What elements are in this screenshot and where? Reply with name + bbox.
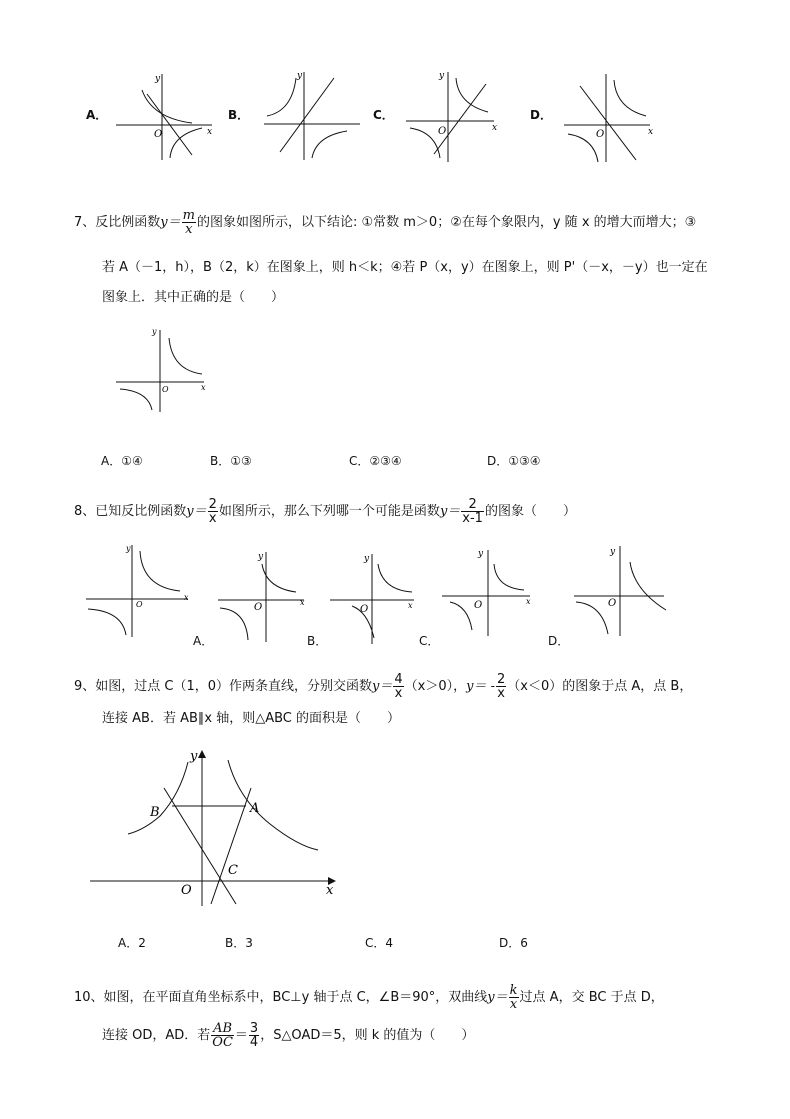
- q7-fraction: [182, 209, 196, 236]
- q8-f1-den: x: [208, 511, 217, 526]
- q10-ratio-fraction: [211, 1022, 234, 1049]
- y-axis-label: y: [190, 749, 198, 764]
- origin-label: O: [608, 598, 617, 609]
- y-axis-label: y: [478, 549, 484, 559]
- origin-label: O: [360, 604, 369, 615]
- y-axis-label: y: [155, 74, 161, 84]
- q7-line2: 若 A（－1，h），B（2，k）在图象上，则 h＜k；④若 P（x，y）在图象上，则 P'（－x，－y）也一定在: [102, 260, 708, 275]
- q9-fraction-2: [496, 673, 506, 700]
- x-axis-label: x: [492, 123, 498, 133]
- q10-f-den: x: [509, 997, 518, 1012]
- q8-prefix: 8、已知反比例函数: [74, 504, 187, 519]
- q9-f2-den: x: [497, 686, 505, 701]
- q8-reference-graph: [84, 543, 194, 638]
- q8-f1-num: 2: [208, 497, 217, 512]
- q10-line1: [74, 984, 664, 1011]
- origin-label: O: [136, 600, 143, 609]
- q7-y-eq: y＝: [160, 215, 181, 230]
- q10-area: ，S△OAD＝5，则 k 的值为（ ）: [260, 1028, 475, 1043]
- q9-option-d[interactable]: D．6: [499, 936, 528, 950]
- q10-ratio-value-fraction: [249, 1022, 259, 1049]
- y-axis-label: y: [610, 547, 616, 557]
- q8-y2: y＝: [439, 504, 461, 519]
- q9-fraction-1: [393, 673, 403, 700]
- q10-line2-a: 连接 OD，AD．若: [102, 1028, 211, 1043]
- q8-option-d-label[interactable]: D．: [548, 634, 570, 648]
- q8-graph-c: [328, 552, 420, 647]
- x-axis-label: x: [300, 598, 305, 607]
- q6-graph-c: [404, 66, 504, 166]
- x-axis-label: x: [648, 127, 654, 137]
- origin-label: O: [181, 883, 192, 898]
- q8-graph-b: [216, 550, 308, 645]
- q8-option-a-label[interactable]: A．: [193, 634, 214, 648]
- q10-prefix: 10、如图，在平面直角坐标系中，BC⊥y 轴于点 C，∠B＝90°，双曲线: [74, 990, 488, 1005]
- origin-label: O: [154, 129, 163, 140]
- q6-graph-b: [262, 66, 367, 166]
- q7-line3: 图象上．其中正确的是（ ）: [102, 290, 285, 305]
- q9-option-a[interactable]: A．2: [118, 936, 146, 950]
- q9-line2: 连接 AB．若 AB∥x 轴，则△ABC 的面积是（ ）: [102, 711, 401, 726]
- q9-option-c[interactable]: C．4: [365, 936, 394, 950]
- origin-label: O: [596, 129, 605, 140]
- q7-option-a[interactable]: A．①④: [101, 454, 143, 468]
- q8-graph-d: [572, 544, 672, 639]
- q9-y1: y＝: [372, 679, 393, 694]
- q8-y1: y＝: [186, 504, 207, 519]
- q9-diagram: [88, 748, 338, 908]
- y-axis-label: y: [297, 71, 303, 81]
- q8-fraction-2: [461, 498, 484, 525]
- q9-y2: y＝ -: [466, 679, 496, 694]
- origin-label: O: [162, 385, 169, 394]
- q7-prefix: 7、反比例函数: [74, 215, 161, 230]
- q8-f2-num: 2: [461, 498, 484, 512]
- y-axis-label: y: [364, 554, 370, 564]
- point-b-label: B: [150, 805, 160, 820]
- q6-graph-a: [112, 70, 222, 165]
- q10-line1-rest: 过点 A，交 BC 于点 D，: [519, 990, 664, 1005]
- q10-ratio-den: OC: [212, 1035, 233, 1050]
- q10-fraction: [509, 984, 519, 1011]
- x-axis-label: x: [207, 127, 213, 137]
- x-axis-label: x: [408, 601, 413, 610]
- q6-option-b-label: B．: [228, 108, 250, 122]
- y-axis-label: y: [126, 544, 131, 553]
- point-a-label: A: [250, 801, 260, 816]
- q6-option-c-label: C．: [373, 108, 394, 122]
- q10-y-eq: y＝: [487, 990, 508, 1005]
- q8-graph-d-first: [440, 546, 535, 641]
- x-axis-label: x: [526, 597, 531, 606]
- q7-frac-num: m: [182, 208, 195, 223]
- q9-f2-num: 2: [497, 672, 506, 687]
- q8-f2-den: x-1: [462, 511, 483, 526]
- x-axis-label: x: [326, 883, 334, 898]
- origin-label: O: [474, 600, 483, 611]
- q7-line1-rest: 的图象如图所示，以下结论: ①常数 m＞0；②在每个象限内，y 随 x 的增大而增大；③: [196, 215, 697, 230]
- q10-f-num: k: [509, 983, 518, 998]
- q7-line1: [74, 209, 696, 236]
- q7-option-c[interactable]: C．②③④: [349, 454, 402, 468]
- y-axis-label: y: [439, 71, 445, 81]
- y-axis-label: y: [258, 552, 264, 562]
- q10-ratio-eq: ＝: [234, 1028, 248, 1043]
- q9-f1-num: 4: [394, 672, 403, 687]
- q8-fraction-1: [208, 498, 218, 525]
- q10-ratio-num: AB: [213, 1021, 233, 1036]
- q9-cond1: （x＞0），: [404, 679, 467, 694]
- origin-label: O: [254, 602, 263, 613]
- q7-graph: [114, 326, 214, 416]
- q6-option-a-label: A．: [86, 108, 108, 122]
- q9-option-b[interactable]: B．3: [225, 936, 253, 950]
- q9-cond2: （x＜0）的图象于点 A，点 B，: [507, 679, 693, 694]
- q7-frac-den: x: [185, 222, 193, 237]
- q8-middle: 如图所示，那么下列哪一个可能是函数: [218, 504, 440, 519]
- q9-line1: [74, 673, 692, 700]
- x-axis-label: x: [184, 593, 189, 602]
- q10-ratio-value-num: 3: [249, 1021, 259, 1036]
- q9-prefix: 9、如图，过点 C（1，0）作两条直线，分别交函数: [74, 679, 373, 694]
- q10-ratio-value-den: 4: [249, 1035, 259, 1050]
- q9-f1-den: x: [394, 686, 403, 701]
- q6-graph-d: [562, 70, 662, 165]
- q7-option-d[interactable]: D．①③④: [487, 454, 541, 468]
- x-axis-label: x: [201, 383, 206, 392]
- q6-option-d-label: D．: [530, 108, 552, 122]
- point-c-label: C: [228, 863, 238, 878]
- q8-suffix: 的图象（ ）: [484, 504, 576, 519]
- origin-label: O: [438, 126, 447, 137]
- q8-option-b-label[interactable]: B．: [307, 634, 328, 648]
- q10-line2: [102, 1022, 474, 1049]
- y-axis-label: y: [152, 327, 157, 336]
- q8-option-c-label[interactable]: C．: [419, 634, 440, 648]
- q8-line1: [74, 498, 576, 525]
- q7-option-b[interactable]: B．①③: [210, 454, 252, 468]
